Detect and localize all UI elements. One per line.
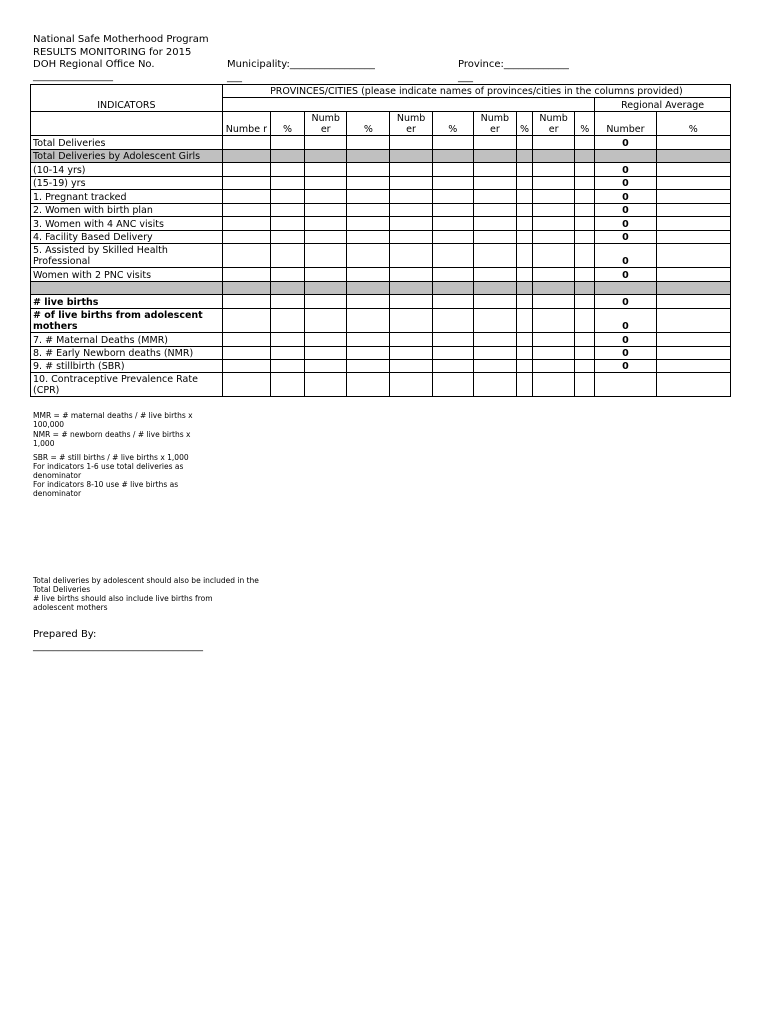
- table-row: [31, 309, 731, 333]
- data-entry-cell[interactable]: [270, 150, 304, 163]
- prepared-by-signature-line[interactable]: __________________________________: [33, 641, 203, 652]
- data-entry-cell[interactable]: [305, 163, 347, 177]
- percent-column-header: %: [575, 112, 595, 136]
- data-entry-cell[interactable]: [516, 244, 532, 268]
- data-entry-cell[interactable]: [270, 217, 304, 231]
- indicator-label: Total Deliveries: [31, 136, 223, 150]
- program-title: National Safe Motherhood Program: [33, 34, 209, 45]
- data-entry-cell[interactable]: [533, 333, 575, 347]
- data-entry-cell[interactable]: [270, 231, 304, 244]
- data-entry-cell[interactable]: [222, 163, 270, 177]
- indicator-label: 1. Pregnant tracked: [31, 190, 223, 204]
- data-entry-cell[interactable]: [270, 136, 304, 150]
- data-entry-cell[interactable]: [222, 295, 270, 309]
- data-entry-cell[interactable]: [533, 217, 575, 231]
- data-entry-cell[interactable]: [347, 244, 390, 268]
- data-entry-cell[interactable]: [533, 244, 575, 268]
- table-row: [31, 333, 731, 347]
- regional-average-number: 0: [595, 163, 656, 177]
- regional-average-percent[interactable]: [656, 309, 730, 333]
- regional-average-percent[interactable]: [656, 347, 730, 360]
- percent-column-header: %: [270, 112, 304, 136]
- regional-average-number: 0: [595, 136, 656, 150]
- sbr-note: SBR = # still births / # live births x 1,000 For indicators 1-6 use total deliveries as denominator For indicators 8-10 use # live births as denominator: [33, 453, 189, 498]
- regional-average-percent[interactable]: [656, 204, 730, 217]
- data-entry-cell[interactable]: [575, 177, 595, 190]
- regional-average-percent[interactable]: [656, 268, 730, 282]
- table-row: [31, 373, 731, 397]
- data-entry-cell[interactable]: [305, 295, 347, 309]
- data-entry-cell[interactable]: [390, 373, 432, 397]
- data-entry-cell[interactable]: [516, 136, 532, 150]
- data-entry-cell[interactable]: [473, 333, 516, 347]
- table-row: [31, 136, 731, 150]
- regional-average-percent[interactable]: [656, 373, 730, 397]
- data-entry-cell[interactable]: [473, 217, 516, 231]
- indicator-label: 8. # Early Newborn deaths (NMR): [31, 347, 223, 360]
- percent-column-header: %: [432, 112, 473, 136]
- data-entry-cell[interactable]: [222, 150, 270, 163]
- data-entry-cell[interactable]: [270, 282, 304, 295]
- municipality-field: Municipality:_________________: [227, 59, 375, 70]
- indicator-label: 9. # stillbirth (SBR): [31, 360, 223, 373]
- data-entry-cell[interactable]: [347, 373, 390, 397]
- data-entry-cell[interactable]: [270, 177, 304, 190]
- results-table: [30, 84, 731, 397]
- regional-average-number: 0: [595, 295, 656, 309]
- data-entry-cell[interactable]: [516, 360, 532, 373]
- data-entry-cell[interactable]: [516, 309, 532, 333]
- data-entry-cell[interactable]: [432, 282, 473, 295]
- indicator-subheader-blank: [31, 112, 223, 136]
- data-entry-cell[interactable]: [390, 217, 432, 231]
- data-entry-cell[interactable]: [390, 268, 432, 282]
- data-entry-cell[interactable]: [575, 295, 595, 309]
- data-entry-cell[interactable]: [432, 268, 473, 282]
- provinces-header: PROVINCES/CITIES (please indicate names of provinces/cities in the columns provided): [222, 85, 730, 98]
- data-entry-cell[interactable]: [533, 360, 575, 373]
- indicator-label: # of live births from adolescent mothers: [31, 309, 223, 333]
- data-entry-cell[interactable]: [222, 177, 270, 190]
- regional-average-number: 0: [595, 190, 656, 204]
- regional-average-number: 0: [595, 360, 656, 373]
- data-entry-cell[interactable]: [575, 360, 595, 373]
- regional-average-number: [595, 282, 656, 295]
- data-entry-cell[interactable]: [222, 309, 270, 333]
- regional-average-percent[interactable]: [656, 360, 730, 373]
- data-entry-cell[interactable]: [347, 282, 390, 295]
- number-column-header: Numb er: [473, 112, 516, 136]
- data-entry-cell[interactable]: [390, 163, 432, 177]
- data-entry-cell[interactable]: [347, 347, 390, 360]
- data-entry-cell[interactable]: [347, 163, 390, 177]
- regional-average-percent[interactable]: [656, 282, 730, 295]
- data-entry-cell[interactable]: [575, 190, 595, 204]
- data-entry-cell[interactable]: [432, 150, 473, 163]
- data-entry-cell[interactable]: [305, 373, 347, 397]
- data-entry-cell[interactable]: [473, 204, 516, 217]
- data-entry-cell[interactable]: [305, 136, 347, 150]
- data-entry-cell[interactable]: [533, 150, 575, 163]
- indicator-label: [31, 282, 223, 295]
- data-entry-cell[interactable]: [222, 136, 270, 150]
- indicator-label: (10-14 yrs): [31, 163, 223, 177]
- data-entry-cell[interactable]: [533, 268, 575, 282]
- data-entry-cell[interactable]: [347, 295, 390, 309]
- data-entry-cell[interactable]: [473, 136, 516, 150]
- data-entry-cell[interactable]: [516, 268, 532, 282]
- data-entry-cell[interactable]: [347, 177, 390, 190]
- data-entry-cell[interactable]: [473, 282, 516, 295]
- data-entry-cell[interactable]: [305, 282, 347, 295]
- data-entry-cell[interactable]: [432, 190, 473, 204]
- regional-average-percent[interactable]: [656, 295, 730, 309]
- data-entry-cell[interactable]: [305, 268, 347, 282]
- data-entry-cell[interactable]: [473, 150, 516, 163]
- nmr-note: NMR = # newborn deaths / # live births x 1,000: [33, 430, 191, 448]
- regional-average-percent[interactable]: [656, 333, 730, 347]
- data-entry-cell[interactable]: [270, 373, 304, 397]
- data-entry-cell[interactable]: [533, 163, 575, 177]
- data-entry-cell[interactable]: [390, 333, 432, 347]
- number-column-header: Numb er: [390, 112, 432, 136]
- regional-average-number: 0: [595, 231, 656, 244]
- data-entry-cell[interactable]: [516, 282, 532, 295]
- data-entry-cell[interactable]: [473, 231, 516, 244]
- indicator-label: (15-19) yrs: [31, 177, 223, 190]
- data-entry-cell[interactable]: [347, 268, 390, 282]
- data-entry-cell[interactable]: [575, 309, 595, 333]
- data-entry-cell[interactable]: [575, 268, 595, 282]
- data-entry-cell[interactable]: [305, 347, 347, 360]
- data-entry-cell[interactable]: [390, 150, 432, 163]
- prepared-by-label: Prepared By:: [33, 629, 97, 640]
- data-entry-cell[interactable]: [575, 373, 595, 397]
- data-entry-cell[interactable]: [347, 150, 390, 163]
- data-entry-cell[interactable]: [473, 268, 516, 282]
- table-row: [31, 231, 731, 244]
- data-entry-cell[interactable]: [222, 217, 270, 231]
- report-title: RESULTS MONITORING for 2015: [33, 47, 192, 58]
- number-column-header: Number: [595, 112, 656, 136]
- data-entry-cell[interactable]: [222, 347, 270, 360]
- data-entry-cell[interactable]: [305, 217, 347, 231]
- regional-average-number: 0: [595, 268, 656, 282]
- data-entry-cell[interactable]: [305, 244, 347, 268]
- data-entry-cell[interactable]: [305, 231, 347, 244]
- data-entry-cell[interactable]: [270, 190, 304, 204]
- data-entry-cell[interactable]: [432, 295, 473, 309]
- data-entry-cell[interactable]: [390, 190, 432, 204]
- table-row: [31, 150, 731, 163]
- data-entry-cell[interactable]: [575, 150, 595, 163]
- data-entry-cell[interactable]: [516, 231, 532, 244]
- indicator-label: 4. Facility Based Delivery: [31, 231, 223, 244]
- table-row: [31, 268, 731, 282]
- data-entry-cell[interactable]: [516, 163, 532, 177]
- data-entry-cell[interactable]: [347, 309, 390, 333]
- data-entry-cell[interactable]: [305, 150, 347, 163]
- data-entry-cell[interactable]: [575, 282, 595, 295]
- regional-average-number: 0: [595, 244, 656, 268]
- data-entry-cell[interactable]: [390, 177, 432, 190]
- data-entry-cell[interactable]: [305, 204, 347, 217]
- regional-average-percent[interactable]: [656, 217, 730, 231]
- mmr-note: MMR = # maternal deaths / # live births x 100,000: [33, 411, 193, 429]
- table-row: [31, 360, 731, 373]
- indicator-label: 10. Contraceptive Prevalence Rate (CPR): [31, 373, 223, 397]
- data-entry-cell[interactable]: [432, 347, 473, 360]
- data-entry-cell[interactable]: [390, 309, 432, 333]
- data-entry-cell[interactable]: [270, 204, 304, 217]
- data-entry-cell[interactable]: [432, 136, 473, 150]
- regional-office-blank: ________________: [33, 71, 113, 82]
- indicator-label: 2. Women with birth plan: [31, 204, 223, 217]
- percent-column-header: %: [347, 112, 390, 136]
- data-entry-cell[interactable]: [222, 204, 270, 217]
- data-entry-cell[interactable]: [390, 347, 432, 360]
- province-field: Province:_____________: [458, 59, 569, 70]
- indicator-label: Total Deliveries by Adolescent Girls: [31, 150, 223, 163]
- regional-average-number: 0: [595, 204, 656, 217]
- indicator-label: 7. # Maternal Deaths (MMR): [31, 333, 223, 347]
- data-entry-cell[interactable]: [473, 295, 516, 309]
- regional-average-percent[interactable]: [656, 177, 730, 190]
- data-entry-cell[interactable]: [222, 231, 270, 244]
- table-row: [31, 295, 731, 309]
- regional-average-percent[interactable]: [656, 244, 730, 268]
- data-entry-cell[interactable]: [390, 204, 432, 217]
- indicator-label: 5. Assisted by Skilled Health Professional: [31, 244, 223, 268]
- data-entry-cell[interactable]: [473, 163, 516, 177]
- data-entry-cell[interactable]: [390, 295, 432, 309]
- data-entry-cell[interactable]: [473, 177, 516, 190]
- indicator-label: # live births: [31, 295, 223, 309]
- adolescent-note: Total deliveries by adolescent should also be included in the Total Deliveries # live births should also include live births from adolescent mothers: [33, 576, 259, 612]
- data-entry-cell[interactable]: [222, 360, 270, 373]
- regional-average-percent[interactable]: [656, 163, 730, 177]
- data-entry-cell[interactable]: [575, 333, 595, 347]
- regional-average-percent[interactable]: [656, 231, 730, 244]
- table-row: [31, 217, 731, 231]
- data-entry-cell[interactable]: [222, 268, 270, 282]
- data-entry-cell[interactable]: [305, 309, 347, 333]
- regional-average-number: 0: [595, 177, 656, 190]
- table-row: [31, 190, 731, 204]
- indicators-header: INDICATORS: [31, 85, 223, 112]
- data-entry-cell[interactable]: [222, 333, 270, 347]
- regional-average-number: 0: [595, 333, 656, 347]
- table-row: [31, 163, 731, 177]
- regional-average-percent[interactable]: [656, 136, 730, 150]
- data-entry-cell[interactable]: [347, 204, 390, 217]
- table-row: [31, 204, 731, 217]
- regional-average-number: 0: [595, 217, 656, 231]
- data-entry-cell[interactable]: [222, 373, 270, 397]
- data-entry-cell[interactable]: [305, 190, 347, 204]
- data-entry-cell[interactable]: [305, 177, 347, 190]
- data-entry-cell[interactable]: [390, 282, 432, 295]
- regional-average-number: [595, 373, 656, 397]
- data-entry-cell[interactable]: [222, 190, 270, 204]
- data-entry-cell[interactable]: [270, 360, 304, 373]
- data-entry-cell[interactable]: [270, 295, 304, 309]
- regional-average-number: 0: [595, 347, 656, 360]
- data-entry-cell[interactable]: [432, 217, 473, 231]
- indicator-label: Women with 2 PNC visits: [31, 268, 223, 282]
- number-column-header: Numbe r: [222, 112, 270, 136]
- data-entry-cell[interactable]: [533, 204, 575, 217]
- data-entry-cell[interactable]: [222, 244, 270, 268]
- data-entry-cell[interactable]: [347, 217, 390, 231]
- province-field-tail: ___: [458, 72, 473, 83]
- data-entry-cell[interactable]: [516, 333, 532, 347]
- data-entry-cell[interactable]: [270, 244, 304, 268]
- data-entry-cell[interactable]: [516, 217, 532, 231]
- data-entry-cell[interactable]: [516, 150, 532, 163]
- data-entry-cell[interactable]: [305, 360, 347, 373]
- table-row: [31, 177, 731, 190]
- data-entry-cell[interactable]: [575, 136, 595, 150]
- data-entry-cell[interactable]: [473, 360, 516, 373]
- data-entry-cell[interactable]: [516, 373, 532, 397]
- data-entry-cell[interactable]: [305, 333, 347, 347]
- data-entry-cell[interactable]: [432, 163, 473, 177]
- data-entry-cell[interactable]: [270, 163, 304, 177]
- data-entry-cell[interactable]: [432, 333, 473, 347]
- indicator-label: 3. Women with 4 ANC visits: [31, 217, 223, 231]
- data-entry-cell[interactable]: [533, 373, 575, 397]
- data-entry-cell[interactable]: [533, 136, 575, 150]
- data-entry-cell[interactable]: [390, 231, 432, 244]
- data-entry-cell[interactable]: [533, 190, 575, 204]
- municipality-field-tail: ___: [227, 72, 242, 83]
- data-entry-cell[interactable]: [390, 136, 432, 150]
- province-names-cell[interactable]: [222, 98, 594, 112]
- data-entry-cell[interactable]: [270, 268, 304, 282]
- data-entry-cell[interactable]: [347, 136, 390, 150]
- table-row: [31, 347, 731, 360]
- data-entry-cell[interactable]: [270, 309, 304, 333]
- data-entry-cell[interactable]: [347, 333, 390, 347]
- regional-average-percent[interactable]: [656, 190, 730, 204]
- data-entry-cell[interactable]: [222, 282, 270, 295]
- data-entry-cell[interactable]: [432, 244, 473, 268]
- data-entry-cell[interactable]: [432, 231, 473, 244]
- data-entry-cell[interactable]: [473, 309, 516, 333]
- data-entry-cell[interactable]: [516, 347, 532, 360]
- regional-average-number: [595, 150, 656, 163]
- data-entry-cell[interactable]: [516, 177, 532, 190]
- data-entry-cell[interactable]: [533, 231, 575, 244]
- data-entry-cell[interactable]: [432, 204, 473, 217]
- data-entry-cell[interactable]: [473, 190, 516, 204]
- data-entry-cell[interactable]: [575, 163, 595, 177]
- regional-office-label: DOH Regional Office No.: [33, 59, 155, 70]
- table-row: [31, 282, 731, 295]
- data-entry-cell[interactable]: [575, 231, 595, 244]
- data-entry-cell[interactable]: [516, 204, 532, 217]
- data-entry-cell[interactable]: [575, 217, 595, 231]
- data-entry-cell[interactable]: [347, 231, 390, 244]
- data-entry-cell[interactable]: [390, 360, 432, 373]
- data-entry-cell[interactable]: [533, 282, 575, 295]
- regional-average-number: 0: [595, 309, 656, 333]
- data-entry-cell[interactable]: [473, 244, 516, 268]
- regional-average-percent[interactable]: [656, 150, 730, 163]
- data-entry-cell[interactable]: [533, 309, 575, 333]
- data-entry-cell[interactable]: [270, 347, 304, 360]
- data-entry-cell[interactable]: [533, 295, 575, 309]
- data-entry-cell[interactable]: [347, 190, 390, 204]
- table-row: [31, 244, 731, 268]
- data-entry-cell[interactable]: [533, 177, 575, 190]
- data-entry-cell[interactable]: [575, 244, 595, 268]
- data-entry-cell[interactable]: [575, 347, 595, 360]
- data-entry-cell[interactable]: [516, 190, 532, 204]
- data-entry-cell[interactable]: [473, 373, 516, 397]
- data-entry-cell[interactable]: [432, 177, 473, 190]
- number-column-header: Numb er: [533, 112, 575, 136]
- data-entry-cell[interactable]: [575, 204, 595, 217]
- data-entry-cell[interactable]: [432, 373, 473, 397]
- data-entry-cell[interactable]: [432, 360, 473, 373]
- number-column-header: Numb er: [305, 112, 347, 136]
- regional-average-header: Regional Average: [595, 98, 731, 112]
- data-entry-cell[interactable]: [390, 244, 432, 268]
- data-entry-cell[interactable]: [432, 309, 473, 333]
- data-entry-cell[interactable]: [533, 347, 575, 360]
- data-entry-cell[interactable]: [270, 333, 304, 347]
- percent-column-header: %: [516, 112, 532, 136]
- data-entry-cell[interactable]: [473, 347, 516, 360]
- data-entry-cell[interactable]: [516, 295, 532, 309]
- data-entry-cell[interactable]: [347, 360, 390, 373]
- percent-column-header: %: [656, 112, 730, 136]
